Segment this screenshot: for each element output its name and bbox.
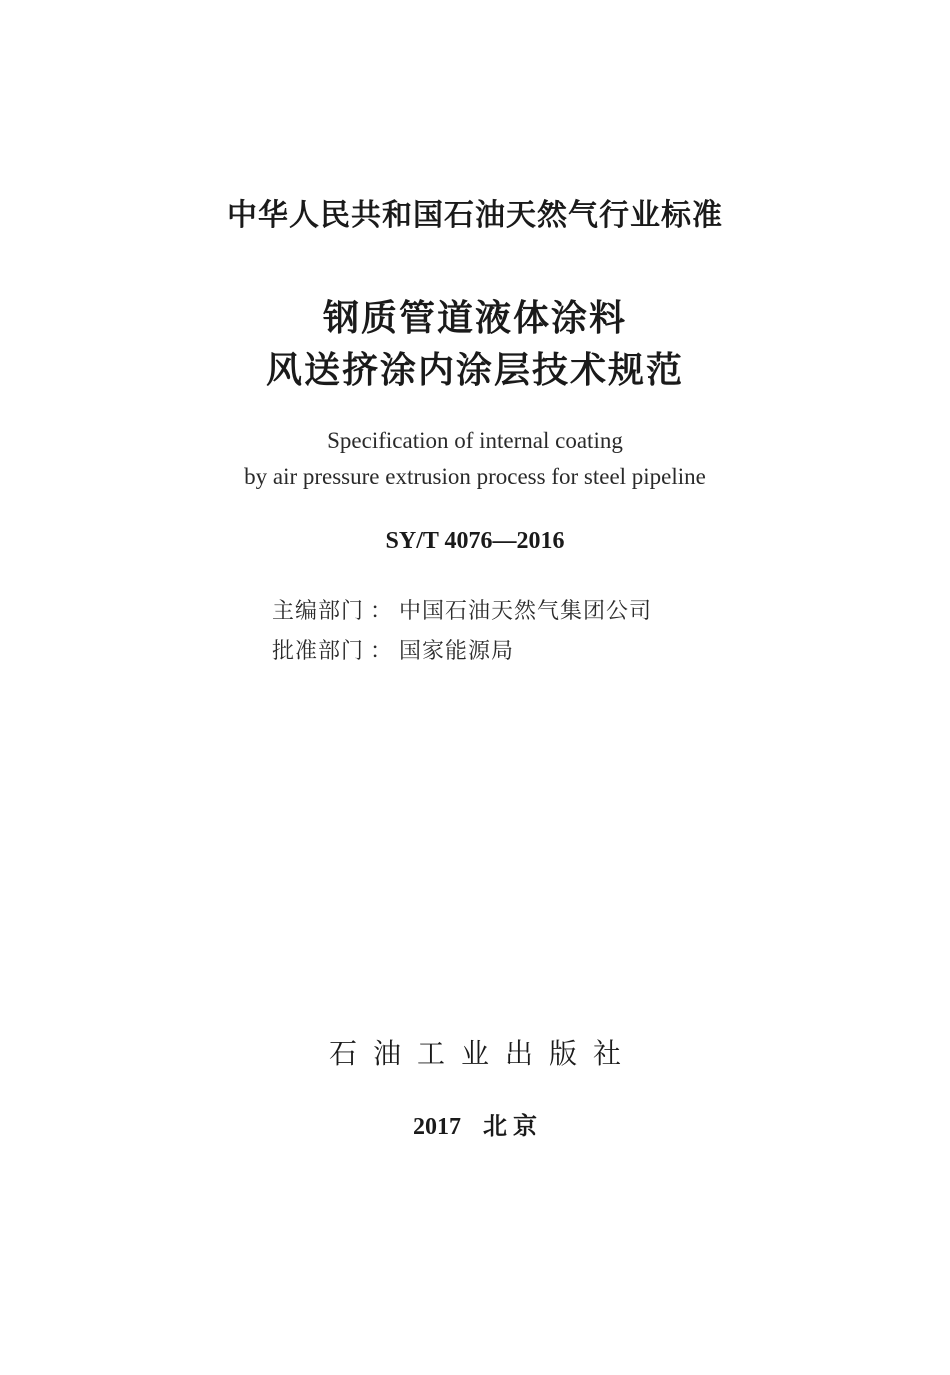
english-title-line-2: by air pressure extrusion process for steel pipeline <box>244 464 706 489</box>
approver-department-value: 国家能源局 <box>399 639 515 664</box>
editor-department <box>272 594 652 625</box>
publication-city: 北 京 <box>483 1114 537 1140</box>
approver-department-separator: ： <box>370 639 394 664</box>
industry-standard-heading: 中华人民共和国石油天然气行业标准 <box>227 198 723 233</box>
document-title-line-2: 风送挤涂内涂层技术规范 <box>265 350 684 391</box>
editor-department-label: 主编部门 <box>272 599 365 624</box>
publisher-name: 石油工业出版社 <box>328 1037 637 1070</box>
approver-department-label: 批准部门 <box>272 639 365 664</box>
editor-department-separator: ： <box>370 599 394 624</box>
document-title-line-1: 钢质管道液体涂料 <box>322 298 627 339</box>
editor-department-value: 中国石油天然气集团公司 <box>399 599 653 624</box>
approver-department <box>272 634 514 665</box>
imprint <box>0 1106 950 1141</box>
english-title-line-1: Specification of internal coating <box>327 428 623 453</box>
standard-code: SY/T 4076—2016 <box>385 528 565 554</box>
publication-year: 2017 <box>413 1114 461 1140</box>
